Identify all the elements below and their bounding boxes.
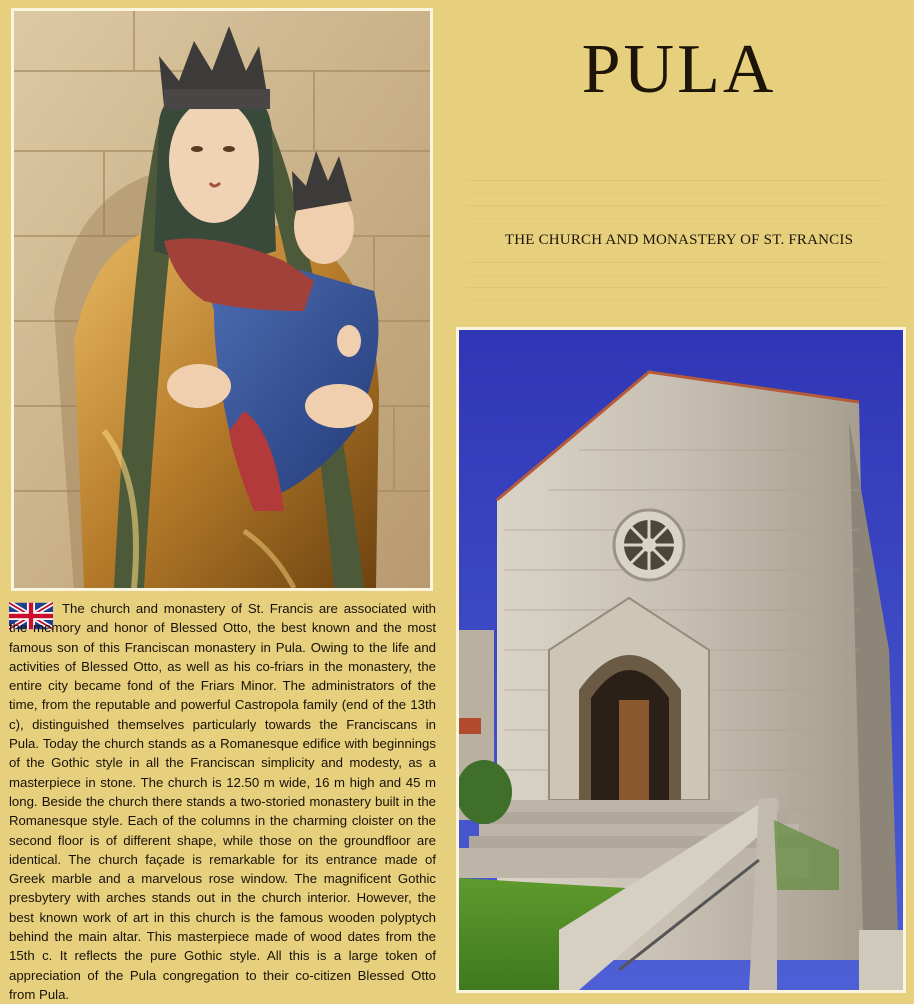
church-facade-photo	[456, 327, 906, 993]
article-body-text: The church and monastery of St. Francis are associated with the memory and honor of Blessed Otto, the best known and the most famous son of this Franciscan monastery in Pula. Owing to the life and activities of Blessed Otto, as well as his co-friars in the monastery, the entire city became fond of the Friars Minor. The administrators of the time, from the reputable and powerful Castropola family (end of the 13th c), distinguished themselves particularly towards the Franciscans in Pula. Today the church stands as a Romanesque edifice with beginnings of the Gothic style in all the Franciscan simplicity and modesty, as a masterpiece in stone. The church is 12.50 m wide, 16 m high and 45 m long. Beside the church there stands a two-storied monastery built in the Romanesque style. Each of the columns in the charming cloister on the second floor is of different shape, while those on the groundfloor are identical. The church façade is remarkable for its entrance made of Greek marble and a marvelous rose window. The magnificent Gothic presbytery with arches stands out in the church interior. However, the best known work of art in this church is the famous wooden polyptych behind the main altar. This masterpiece made of wood dates from the 15th c. It reflects the pure Gothic style. All this is a large token of appreciation of the Pula congregation to their co-citizen Blessed Otto from Pula.	[9, 601, 436, 1002]
faded-text-line	[466, 287, 886, 301]
madonna-statue-illustration	[14, 11, 430, 588]
page-subtitle: THE CHURCH AND MONASTERY OF ST. FRANCIS	[504, 232, 854, 248]
faded-text-line	[466, 262, 886, 276]
madonna-statue-photo	[11, 8, 433, 591]
faded-text-line	[466, 205, 886, 219]
faded-text-line	[466, 180, 886, 194]
page-title: PULA	[581, 31, 777, 108]
church-facade-illustration	[459, 330, 903, 990]
